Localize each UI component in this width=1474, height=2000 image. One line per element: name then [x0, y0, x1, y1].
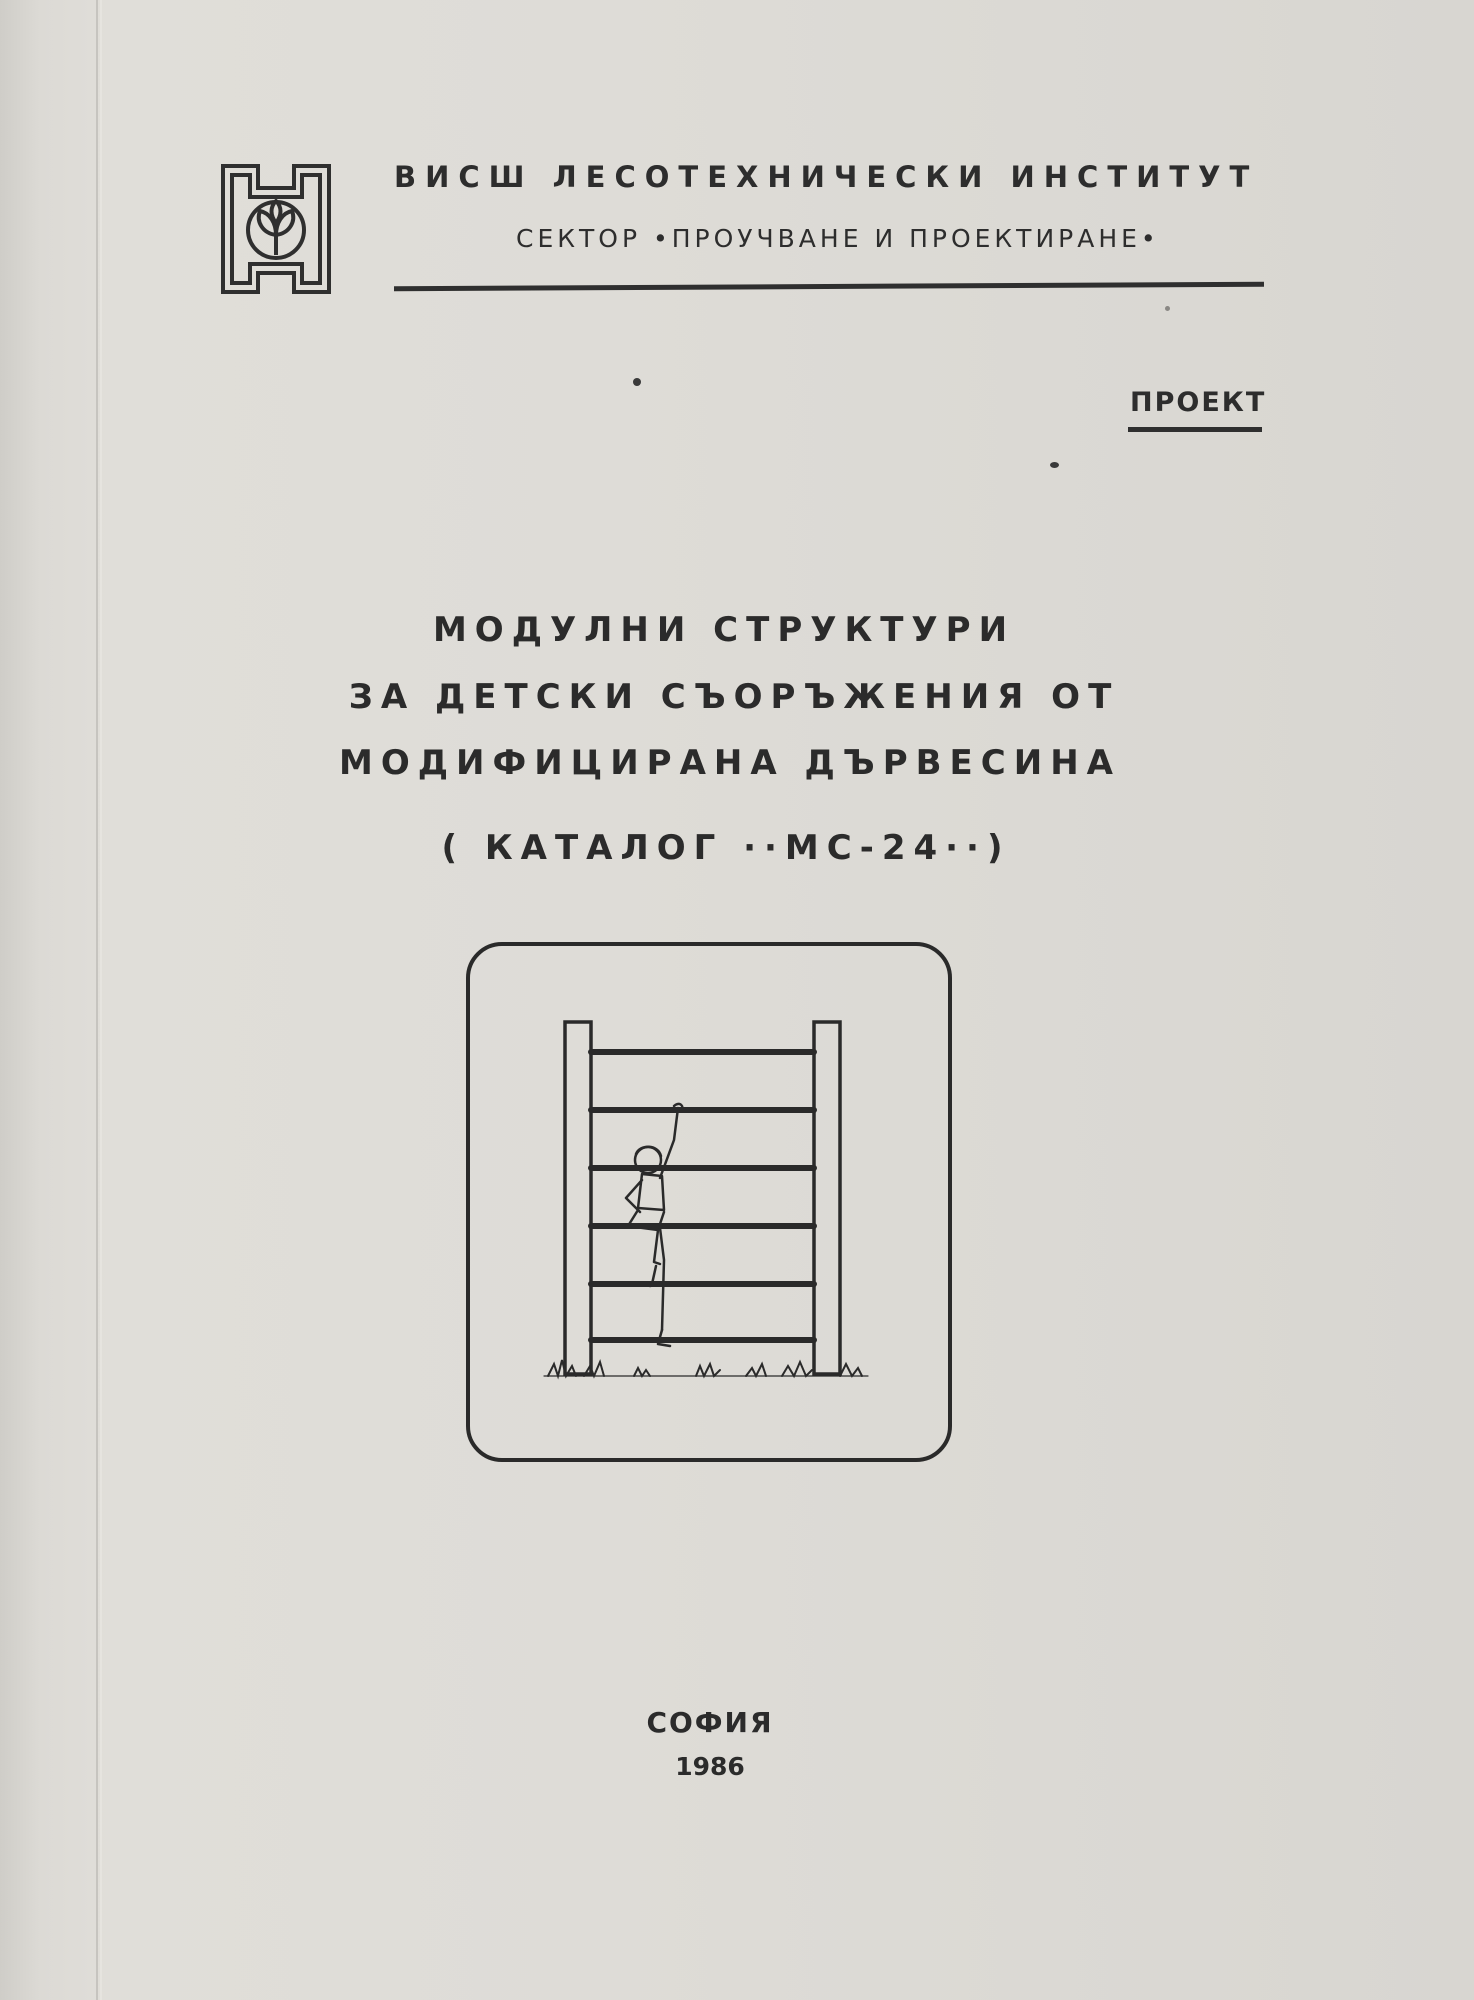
child-climbing-ladder-illustration [464, 940, 954, 1464]
project-underline [1128, 427, 1262, 432]
publication-year: 1986 [675, 1752, 745, 1781]
spine-crease [96, 0, 98, 2000]
title-line-1: МОДУЛНИ СТРУКТУРИ [432, 610, 1016, 650]
title-line-2: ЗА ДЕТСКИ СЪОРЪЖЕНИЯ ОТ [348, 677, 1120, 717]
publication-city: СОФИЯ [646, 1706, 774, 1739]
catalog-label: ( КАТАЛОГ ··МС-24··) [441, 828, 1011, 868]
title-line-3: МОДИФИЦИРАНА ДЪРВЕСИНА [339, 743, 1121, 783]
project-label: ПРОЕКТ [1130, 387, 1267, 418]
institution-name: ВИСШ ЛЕСОТЕХНИЧЕСКИ ИНСТИТУТ [394, 160, 1259, 194]
spine-crease-highlight [100, 0, 102, 2000]
sector-name: СЕКТОР •ПРОУЧВАНЕ И ПРОЕКТИРАНЕ• [516, 224, 1160, 253]
speck [1050, 462, 1059, 468]
header-rule [394, 282, 1264, 292]
institute-logo-icon [220, 163, 332, 295]
speck [633, 378, 641, 386]
speck [1165, 306, 1170, 311]
